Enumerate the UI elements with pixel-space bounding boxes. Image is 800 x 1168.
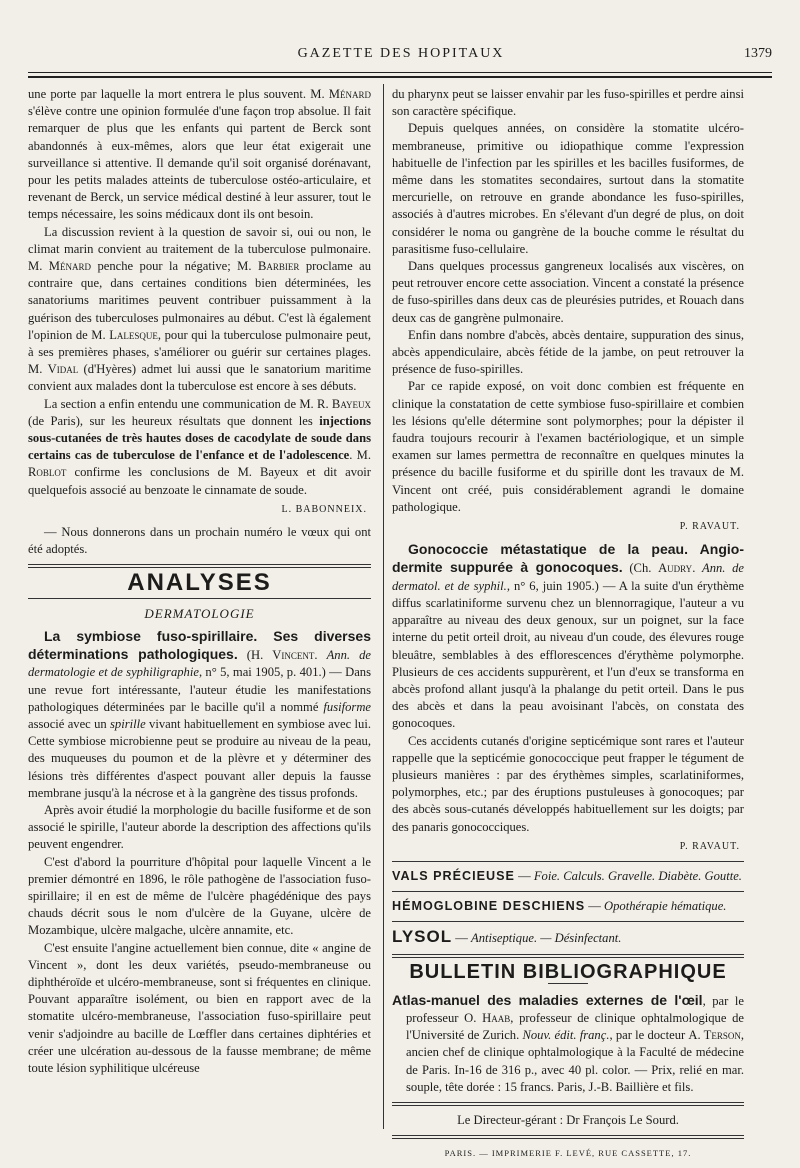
advertisement: LYSOL — Antiseptique. — Désinfectant. (392, 927, 622, 947)
page-number: 1379 (744, 46, 772, 61)
paragraph: Depuis quelques années, on considère la stomatite ulcéro-membraneuse, primitive ou idiopathique comme l'expression habituelle de l'infection par les spirilles et les bacilles fusiformes, de même dans les stomatites secondaires, surtout dans la stomatite mercurielle, on retrouve en grande abondance les fuso-spirilles, associés à d'autres microbes. En s'élevant d'un degré de plus, on doit considérer le noma ou gangrène de la bouche comme le résultat du parasitisme fuso-cellulaire. (392, 121, 744, 256)
signature: P. RAVAUT. (679, 521, 740, 533)
section-rule (28, 564, 371, 568)
right-column (392, 86, 744, 1162)
subsection-title: DERMATOLOGIE (144, 605, 255, 621)
advertisement: HÉMOGLOBINE DESCHIENS — Opothérapie hématique. (392, 899, 727, 914)
paragraph: C'est ensuite l'angine actuellement bien connue, dite « angine de Vincent », dont les deux variétés, pseudo-membraneuse ou diphthéroïde et ulcéro-membraneuse, sont si fréquentes en clinique. Pouvant apparaître isolément, ou bien en rapport avec de la stomatite ulcéro-membraneuse, l'association fuso-spirillaire peut venir s'adjoindre au bacille de Lœffler dans certaines diphtéries et créer une ulcération au-dessous de la fausse membrane; de même toute lésion syphilitique ulcéreuse (28, 940, 371, 1075)
ad-rule (392, 891, 744, 892)
paragraph: Après avoir étudié la morphologie du bacille fusiforme et de son associé le spirille, l'auteur aborde la description des affections qu'ils peuvent engendrer. (28, 802, 371, 852)
ad-rule (392, 861, 744, 862)
paragraph: La section a enfin entendu une communication de M. R. Bayeux (de Paris), sur les heureux résultats que donnent les injections sous-cutanées de très hautes doses de cacodylate de soude dans certains cas de tuberculose de l'enfance et de l'adolescence. M. Roblot confirme les conclusions de M. Bayeux et dit avoir quelquefois associé au benzoate le cinnamate de soude. (28, 396, 371, 497)
director-line: Le Directeur-gérant : Dr François Le Sourd. (457, 1112, 679, 1127)
ad-rule (392, 921, 744, 922)
paragraph: C'est d'abord la pourriture d'hôpital pour laquelle Vincent a le premier démontré en 1896, le rôle pathogène de l'association fuso-spirillaire; il en est de même de l'ulcère phagédénique des pays chauds décrit sous le nom d'ulcère de la Guyane, ulcère de Mozambique, ulcère malgache, ulcère annamite, etc. (28, 854, 371, 938)
header-rule (28, 72, 772, 73)
footer-rule (392, 1102, 744, 1106)
page-header (30, 40, 772, 64)
paragraph: La discussion revient à la question de savoir si, oui ou non, le climat marin convient au traitement de la tuberculose pulmonaire. M. Ménard penche pour la négative; M. Barbier proclame au contraire que, dans certaines conditions bien déterminées, les sanatoriums maritimes peuvent contribuer puissamment à la guérison des tuberculoses pulmonaires au début. C'est là également l'opinion de M. Lalesque, pour qui la tuberculose pulmonaire peut, à ses premières phases, s'améliorer ou guérir sur certaines plages. M. Vidal (d'Hyères) admet lui aussi que le sanatorium maritime convient aux malades dont la tuberculose est encore à ses débuts. (28, 224, 371, 394)
paragraph: du pharynx peut se laisser envahir par les fuso-spirilles et perdre ainsi son caractère spécifique. (392, 87, 744, 119)
header-rule-thick (28, 76, 772, 78)
paragraph: Par ce rapide exposé, on voit donc combien est fréquente en clinique la constatation de cette symbiose fuso-spirillaire et combien les lésions qu'elle détermine sont polymorphes; pour la dépister il faudra toujours recourir à l'examen bactériologique, et un simple examen sur lames permettra de reconnaître en quelques minutes la présence du bacille fusiforme et du spirille dont les travaux de M. Vincent ont créé, puis considérablement agrandi le domaine pathologique. (392, 379, 744, 514)
printer-line: PARIS. — IMPRIMERIE F. LEVÉ, RUE CASSETTE, 17. (444, 1148, 692, 1159)
paragraph: Enfin dans nombre d'abcès, abcès dentaire, suppuration des sinus, abcès appendiculaire, abcès fétide de la jambe, on peut retrouver la présence de fuso-spirilles. (392, 327, 744, 377)
signature: L. BABONNEIX. (281, 503, 367, 515)
article: La symbiose fuso-spirillaire. Ses diverses déterminations pathologiques. (H. Vincent. Ann. de dermatologie et de syphiligraphie, n° 5, mai 1905, p. 401.) — Dans une revue fort intéressante, l'auteur étudie les manifestations pathologiques déterminées par le bacille qu'il a nommé fusiforme associé avec un spirille vivant habituellement en symbiose avec lui. Cette symbiose microbienne peut se produire au niveau de la peau, des muqueuses du poumon et de la plèvre et y déterminer des lésions très différentes d'aspect pouvant aller depuis la fausse membrane jusqu'à la nécrose et à la gangrène des tissus profonds. (28, 627, 371, 800)
short-rule (548, 983, 588, 984)
paragraph: — Nous donnerons dans un prochain numéro le vœux qui ont été adoptés. (28, 525, 371, 557)
section-rule (392, 954, 744, 958)
paragraph: une porte par laquelle la mort entrera le plus souvent. M. Ménard s'élève contre une opinion formulée d'une façon trop absolue. Il fait remarquer de plus que les enfants qui partent de Berck sont abandonnés à eux-mêmes, alors que leur état exigerait une surveillance si attentive. Il demande qu'il soit organisé dorénavant, pour les petits malades atteints de tuberculose ostéo-articulaire, et revenant de Berck, un service médical destiné à leur assurer, tout le temps nécessaire, les soins médicaux dont ils ont besoin. (28, 87, 371, 222)
journal-title: GAZETTE DES HOPITAUX (297, 46, 505, 61)
bibliography-entry: Atlas-manuel des maladies externes de l'œil, par le professeur O. Haab, professeur de clinique ophtalmologique de l'Université de Zurich. Nouv. édit. franç., par le docteur A. Terson, ancien chef de clinique ophtalmologique à la Faculté de médecine de Paris. In-16 de 316 p., avec 40 pl. color. — Prix, relié en mar. souple, tête dorée : 15 francs. Paris, J.-B. Baillière et fils. (392, 991, 745, 1094)
article: Gonococcie métastatique de la peau. Angio-dermite suppurée à gonocoques. (Ch. Audry. Ann. de dermatol. et de syphil., n° 6, juin 1905.) — A la suite d'un érythème diffus scarlatiniforme survenu chez un blennorragique, l'auteur a vu apparaître au niveau des deux genoux, sur un poignet, sur la face interne du petit orteil droit, au niveau d'un coude, des élevures rouge bleuâtre, semblables à des efflorescences d'érythème polymorphe. Plusieurs de ces accidents suppurèrent, et l'un d'eux se transforma en abcès profond allant jusqu'à la phalange du petit orteil. Dans le pus des abcès et dans la peau avoisinant l'abcès, on constata des gonocoques. (392, 541, 744, 731)
column-divider (383, 84, 384, 1129)
signature: P. RAVAUT. (679, 840, 740, 852)
bibliography-title: BULLETIN BIBLIOGRAPHIQUE (409, 960, 727, 983)
footer-rule (392, 1135, 744, 1139)
left-column (28, 86, 371, 1077)
paragraph: Ces accidents cutanés d'origine septicémique sont rares et l'auteur rappelle que la septicémie gonococcique peut frapper le tégument de plusieurs manières : par des érythèmes simples, scarlatiniformes, polymorphes, etc.; par des éruptions pustuleuses à gonocoques; par des abcès sous-cutanés développés habituellement sur les doigts; par des panaris gonococciques. (392, 733, 744, 834)
advertisement: VALS PRÉCIEUSE — Foie. Calculs. Gravelle. Diabète. Goutte. (392, 868, 742, 883)
section-rule (28, 598, 371, 599)
section-title: ANALYSES (127, 569, 272, 597)
paragraph: Dans quelques processus gangreneux localisés aux viscères, on peut retrouver encore cette association. Vincent a constaté la présence de fuso-spirilles dans deux cas de pleurésies putrides, et Rouach dans deux cas de gangrène pulmonaire. (392, 259, 744, 325)
